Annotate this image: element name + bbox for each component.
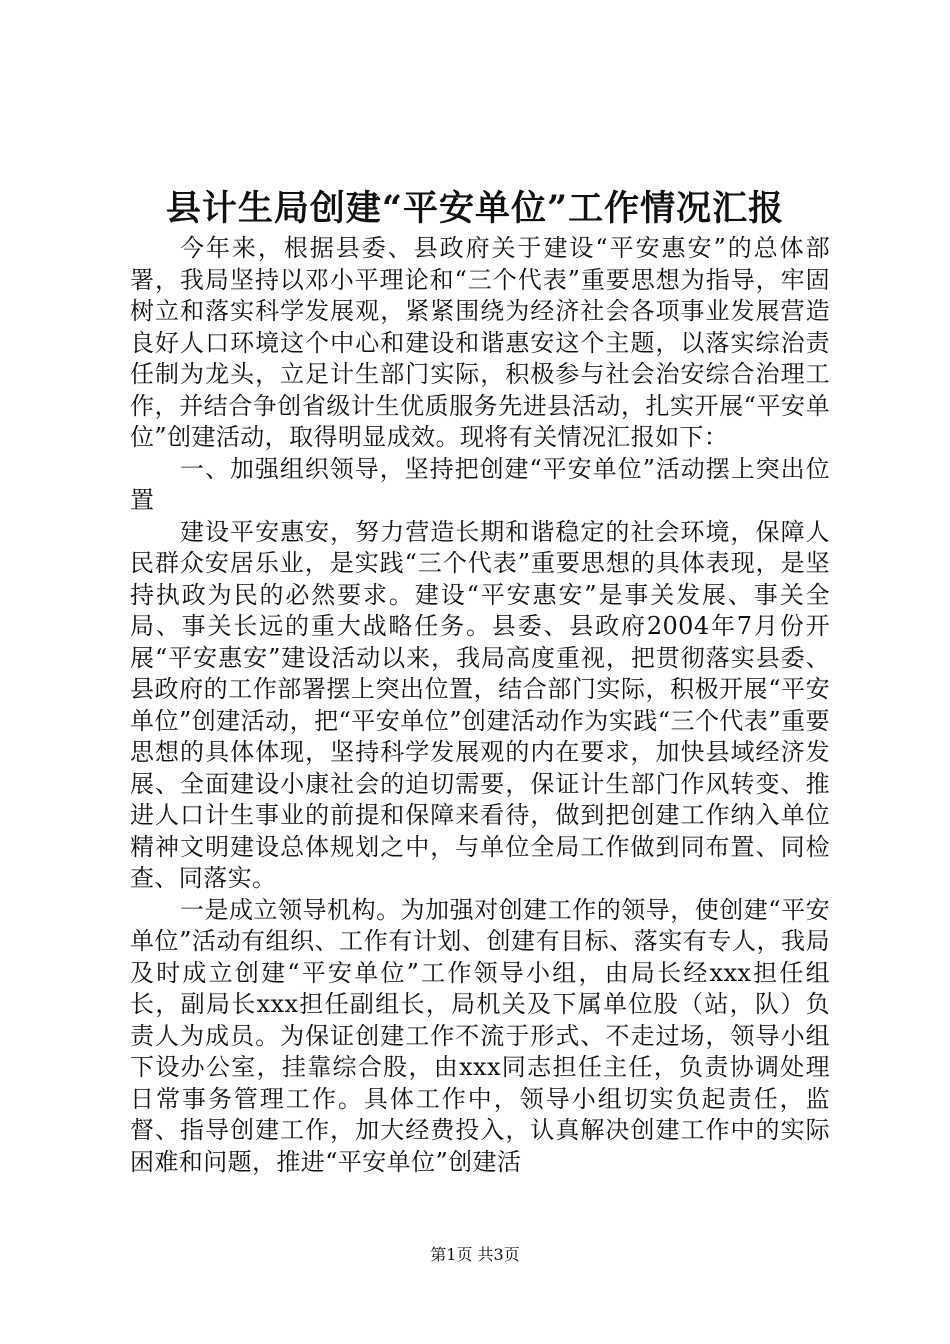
paragraph-intro: 今年来，根据县委、县政府关于建设“平安惠安”的总体部署，我局坚持以邓小平理论和“三个代表”重要思想为指导，牢固树立和落实科学发展观，紧紧围绕为经济社会各项事业发展营造良好人口环境这个中心和建设和谐惠安这个主题，以落实综治责任制为龙头，立足计生部门实际，积极参与社会治安综合治理工作，并结合争创省级计生优质服务先进县活动，扎实开展“平安单位”创建活动，取得明显成效。现将有关情况汇报如下： (130, 234, 830, 451)
section-heading-1: 一、加强组织领导，坚持把创建“平安单位”活动摆上突出位置 (130, 454, 830, 514)
document-title: 县计生局创建“平安单位”工作情况汇报 (165, 188, 785, 229)
document-body (130, 233, 830, 1178)
paragraph-leadership: 一是成立领导机构。为加强对创建工作的领导，使创建“平安单位”活动有组织、工作有计划、创建有目标、落实有专人，我局及时成立创建“平安单位”工作领导小组，由局长经xxx担任组长，副局长xxx担任副组长，局机关及下属单位股（站，队）负责人为成员。为保证创建工作不流于形式、不走过场，领导小组下设办公室，挂靠综合股，由xxx同志担任主任，负责协调处理日常事务管理工作。具体工作中，领导小组切实负起责任，监督、指导创建工作，加大经费投入，认真解决创建工作中的实际困难和问题，推进“平安单位”创建活 (130, 895, 830, 1176)
page-footer: 第1页 共3页 (430, 1245, 520, 1264)
paragraph-section-1: 建设平安惠安，努力营造长期和谐稳定的社会环境，保障人民群众安居乐业，是实践“三个代表”重要思想的具体表现，是坚持执政为民的必然要求。建设“平安惠安”是事关发展、事关全局、事关长远的重大战略任务。县委、县政府2004年7月份开展“平安惠安”建设活动以来，我局高度重视，把贯彻落实县委、县政府的工作部署摆上突出位置，结合部门实际，积极开展“平安单位”创建活动，把“平安单位”创建活动作为实践“三个代表”重要思想的具体体现，坚持科学发展观的内在要求，加快县域经济发展、全面建设小康社会的迫切需要，保证计生部门作风转变、推进人口计生事业的前提和保障来看待，做到把创建工作纳入单位精神文明建设总体规划之中，与单位全局工作做到同布置、同检查、同落实。 (130, 517, 830, 892)
